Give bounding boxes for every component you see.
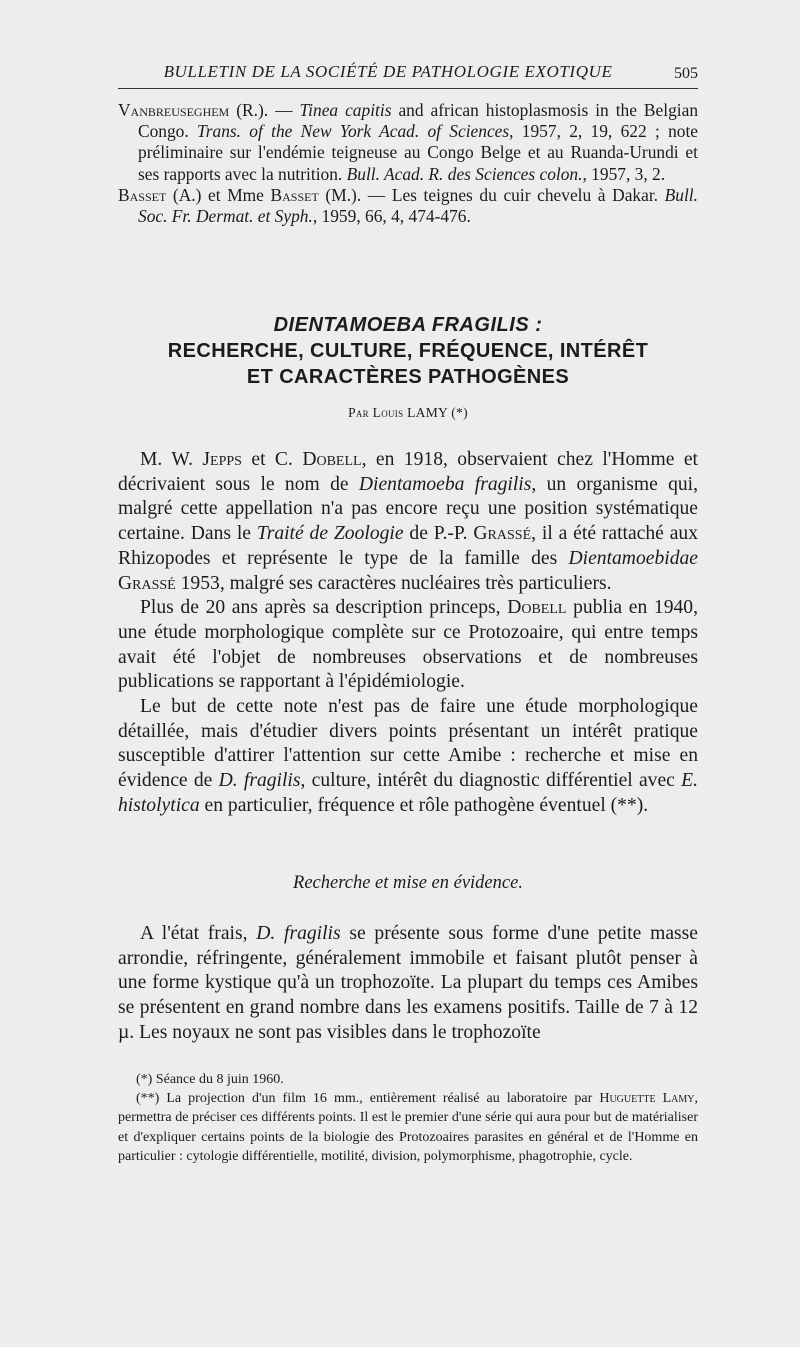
footnote: (*) Séance du 8 juin 1960. bbox=[136, 1072, 284, 1087]
reference-author: Basset bbox=[270, 184, 319, 205]
article-body bbox=[118, 448, 698, 819]
reference-item: Vanbreuseghem (R.). — Tinea capitis and african histoplasmosis in the Belgian Congo. Trans. of the New York Acad. of Sciences, 1957, 2, 19, 622 ; note préliminaire sur l'endémie teigneuse au Congo Belge et au Ruanda-Urundi et ses rapports avec la nutrition. Bull. Acad. R. des Sciences colon., 1957, 3, 2. bbox=[118, 100, 699, 184]
page-number: 505 bbox=[674, 65, 698, 82]
section-heading: Recherche et mise en évidence. bbox=[293, 873, 523, 893]
paragraph: Plus de 20 ans après sa description princeps, Dobell publia en 1940, une étude morphologique complète sur ce Protozoaire, qui entre temps avait été l'objet de nombreuses observations et de nombreuses publications se rapportant à l'épidémiologie. bbox=[118, 597, 698, 693]
article-title-line: ET CARACTÈRES PATHOGÈNES bbox=[246, 366, 570, 388]
footnotes bbox=[118, 1070, 698, 1166]
header-rule bbox=[118, 88, 698, 89]
article-author: Par Louis LAMY (*) bbox=[348, 405, 468, 420]
running-head: BULLETIN DE LA SOCIÉTÉ DE PATHOLOGIE EXOTIQUE bbox=[163, 62, 613, 81]
reference-author: Vanbreuseghem bbox=[118, 100, 230, 120]
article-title bbox=[118, 312, 698, 390]
paragraph: A l'état frais, D. fragilis se présente sous forme d'une petite masse arrondie, réfringente, généralement immobile et faisant plutôt penser à une forme kystique qu'à un trophozoïte. La plupart du temps ces Amibes se présentent en grand nombre dans les examens positifs. Taille de 7 à 12 µ. Les noyaux ne sont pas visibles dans le trophozoïte bbox=[118, 923, 698, 1043]
article-body-continued bbox=[118, 922, 698, 1046]
article-title-line: DIENTAMOEBA FRAGILIS : bbox=[273, 314, 543, 336]
reference-journal: Bull. Soc. Fr. Dermat. et Syph. bbox=[138, 184, 698, 227]
reference-list bbox=[118, 100, 698, 227]
reference-item: Basset (A.) et Mme Basset (M.). — Les teignes du cuir chevelu à Dakar. Bull. Soc. Fr. Dermat. et Syph., 1959, 66, 4, 474-476. bbox=[118, 184, 698, 227]
reference-title: Tinea capitis bbox=[299, 100, 392, 120]
page-header bbox=[118, 62, 698, 86]
reference-journal: Trans. of the New York Acad. of Sciences bbox=[197, 121, 510, 142]
reference-journal: Bull. Acad. R. des Sciences colon. bbox=[346, 163, 583, 184]
footnote: (**) La projection d'un film 16 mm., entièrement réalisé au laboratoire par Huguette Lamy, permettra de préciser ces différents points. Il est le premier d'une série qui aura pour but de matérialiser et d'expliquer certains points de la biologie des Protozoaires parasites en général et de l'Homme en particulier : cytologie différentielle, motilité, division, polymorphisme, phagotrophie, cycle. bbox=[118, 1091, 698, 1164]
reference-author: Basset bbox=[118, 184, 167, 205]
paragraph: M. W. Jepps et C. Dobell, en 1918, observaient chez l'Homme et décrivaient sous le nom de Dientamoeba fragilis, un organisme qui, malgré cette appellation n'a pas encore reçu une position systématique certaine. Dans le Traité de Zoologie de P.-P. Grassé, il a été rattaché aux Rhizopodes et représente le type de la famille des Dientamoebidae Grassé 1953, malgré ses caractères nucléaires très particuliers. bbox=[118, 449, 699, 594]
paragraph: Le but de cette note n'est pas de faire une étude morphologique détaillée, mais d'étudier divers points présentant un intérêt pratique susceptible d'attirer l'attention sur cette Amibe : recherche et mise en évidence de D. fragilis, culture, intérêt du diagnostic différentiel avec E. histolytica en particulier, fréquence et rôle pathogène éventuel (**). bbox=[118, 696, 698, 816]
article-title-line: RECHERCHE, CULTURE, FRÉQUENCE, INTÉRÊT bbox=[167, 340, 649, 362]
